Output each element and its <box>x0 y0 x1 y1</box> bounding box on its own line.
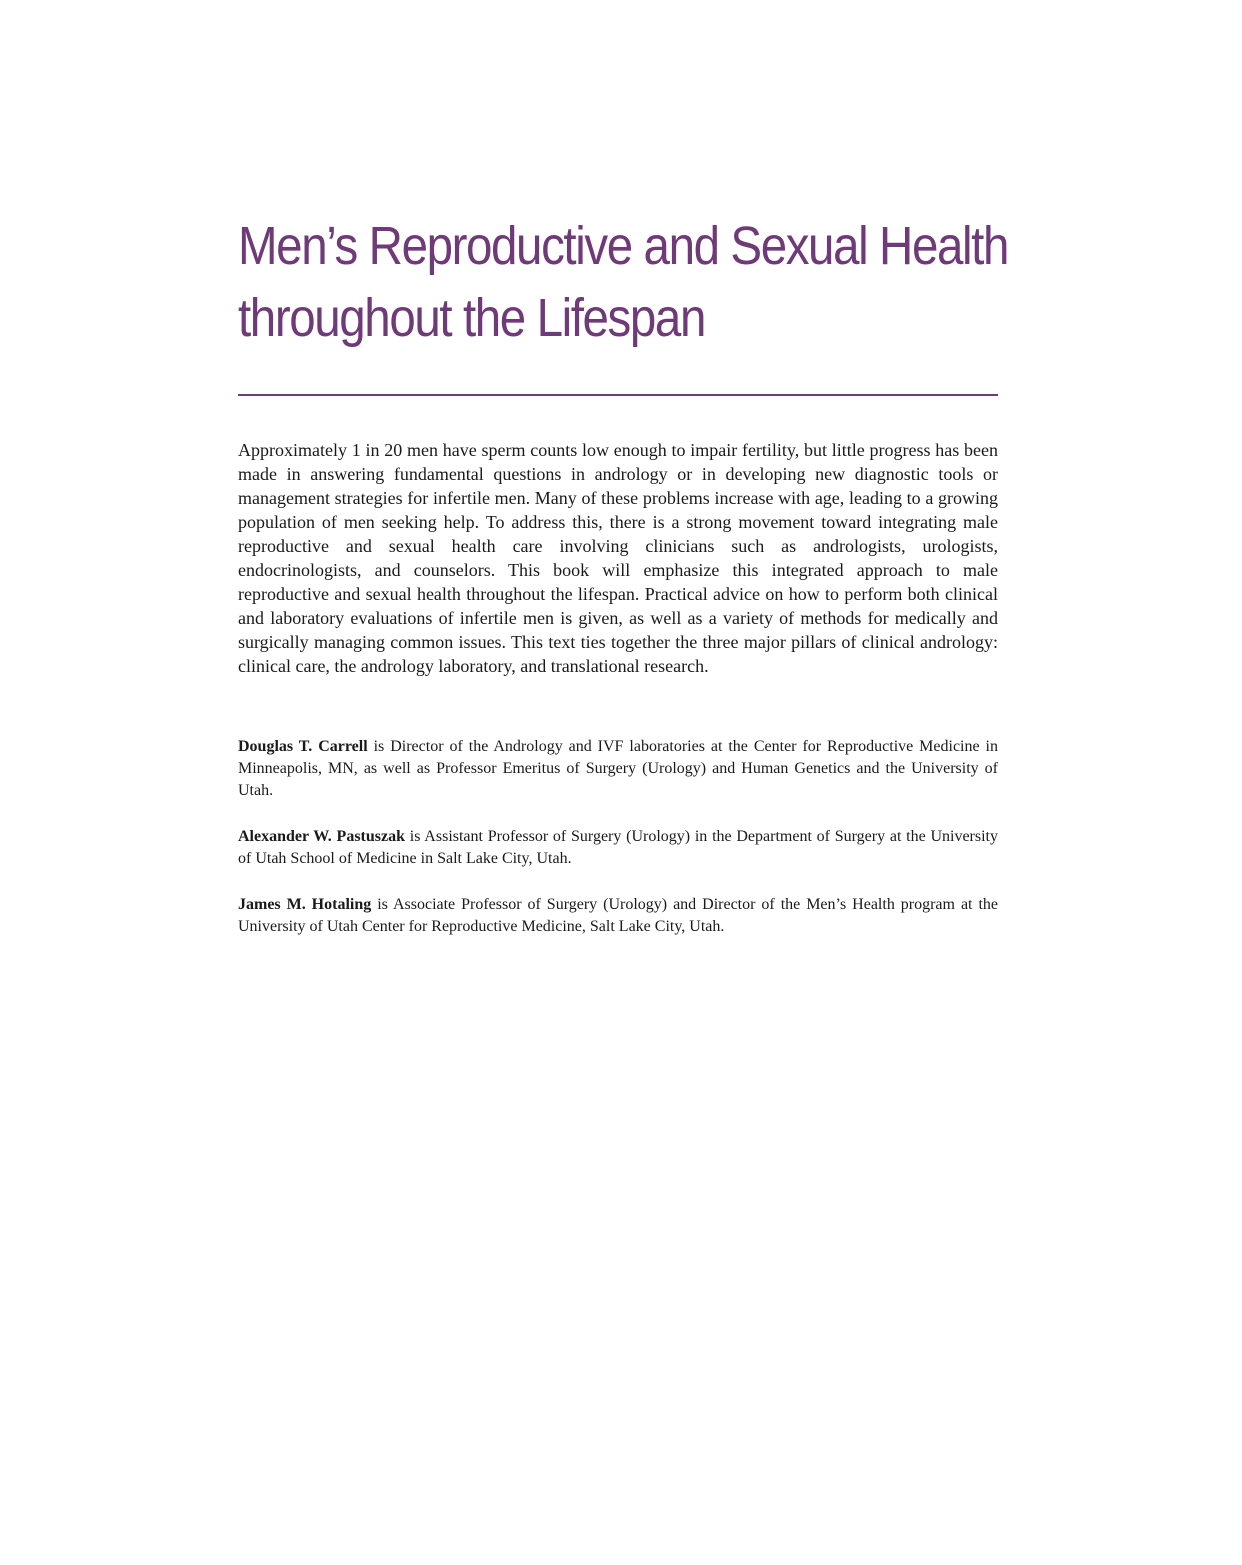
author-bio-text: is Associate Professor of Surgery (Urology) and Director of the Men’s Health program at the University of Utah Center for Reproductive Medicine, Salt Lake City, Utah. <box>238 896 998 935</box>
author-name: Alexander W. Pastuszak <box>238 828 406 845</box>
author-name: Douglas T. Carrell <box>238 738 368 755</box>
author-name: James M. Hotaling <box>238 896 372 913</box>
book-title <box>238 210 1008 354</box>
back-cover-content <box>238 210 1008 935</box>
author-bio-text: is Assistant Professor of Surgery (Urology) in the Department of Surgery at the University of Utah School of Medicine in Salt Lake City, Utah. <box>238 828 998 867</box>
book-title-line-2: throughout the Lifespan <box>238 288 705 348</box>
author-bio-pastuszak <box>238 826 998 870</box>
author-bios <box>238 736 998 962</box>
title-divider <box>238 394 998 396</box>
author-bio-carrell <box>238 736 998 802</box>
author-bio-hotaling <box>238 894 998 938</box>
author-bio-text: is Director of the Andrology and IVF laboratories at the Center for Reproductive Medicine in Minneapolis, MN, as well as Professor Emeritus of Surgery (Urology) and Human Genetics and the University of Utah. <box>238 738 998 799</box>
book-description: Approximately 1 in 20 men have sperm counts low enough to impair fertility, but little progress has been made in answering fundamental questions in andrology or in developing new diagnostic tools or management strategies for infertile men. Many of these problems increase with age, leading to a growing population of men seeking help. To address this, there is a strong movement toward integrating male reproductive and sexual health care involving clinicians such as andrologists, urologists, endocrinologists, and counselors. This book will emphasize this integrated approach to male reproductive and sexual health throughout the lifespan. Practical advice on how to perform both clinical and laboratory evaluations of infertile men is given, as well as a variety of methods for medically and surgically managing common issues. This text ties together the three major pillars of clinical andrology: clinical care, the andrology laboratory, and translational research. <box>238 440 998 676</box>
book-title-line-1: Men’s Reproductive and Sexual Health <box>238 216 1008 276</box>
